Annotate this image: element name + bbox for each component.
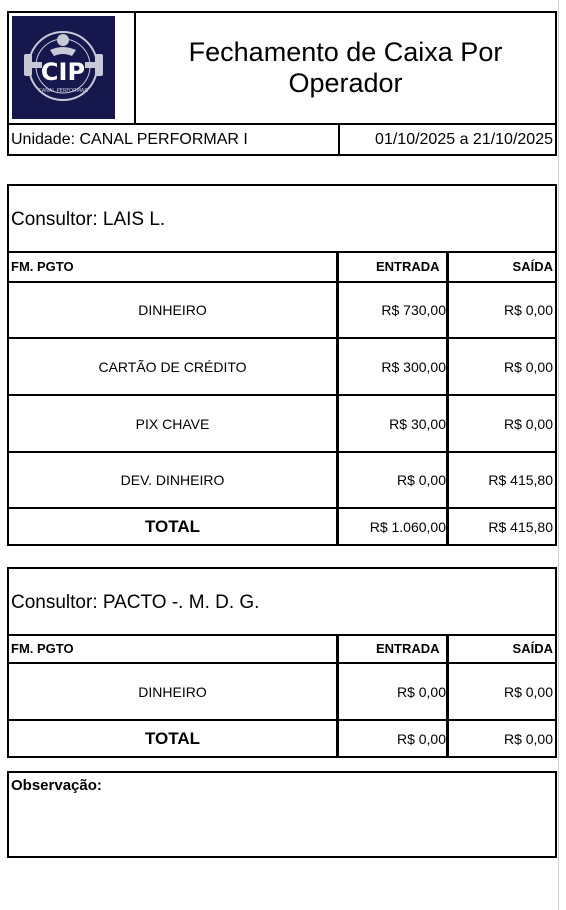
company-logo: [12, 16, 115, 119]
entrada-value: R$ 30,00: [389, 415, 446, 432]
consultant-table-1: [7, 184, 557, 546]
period-label: 01/10/2025 a 21/10/2025: [375, 131, 553, 148]
observation-label: Observação:: [11, 777, 102, 794]
report-title: Fechamento de Caixa Por Operador: [188, 37, 503, 98]
column-header-entrada: ENTRADA: [376, 641, 440, 656]
logo-subtext: CANAL PERFORMAR: [38, 88, 88, 94]
column-divider: [446, 253, 449, 544]
consultant-table-2: [7, 567, 557, 758]
title-cell: [136, 13, 555, 123]
info-divider: [338, 125, 340, 154]
total-label: TOTAL: [144, 728, 201, 748]
table-header-row: [9, 253, 555, 283]
column-header-saida: SAÍDA: [512, 641, 553, 656]
payment-method: DINHEIRO: [138, 683, 207, 700]
column-header-fm: FM. PGTO: [11, 641, 74, 656]
observation-box: [7, 771, 557, 858]
table-row: [9, 396, 555, 453]
column-header-fm: FM. PGTO: [11, 259, 74, 274]
info-row: [9, 123, 555, 154]
column-divider: [336, 636, 339, 756]
saida-value: R$ 415,80: [488, 472, 553, 488]
entrada-value: R$ 0,00: [396, 472, 446, 488]
entrada-value: R$ 300,00: [381, 358, 446, 375]
logo-emblem-icon: [12, 16, 115, 119]
entrada-value: R$ 0,00: [396, 683, 446, 700]
logo-text: CIP: [40, 58, 86, 86]
total-row: [9, 721, 555, 756]
report-header: [7, 11, 557, 156]
table-header-row: [9, 636, 555, 664]
consultant-name: Consultor: PACTO -. M. D. G.: [11, 592, 260, 613]
column-header-saida: SAÍDA: [512, 259, 553, 274]
saida-value: R$ 0,00: [503, 683, 553, 700]
payment-method: CARTÃO DE CRÉDITO: [98, 358, 247, 375]
total-row: [9, 509, 555, 544]
total-entrada: R$ 1.060,00: [369, 518, 446, 535]
total-entrada: R$ 0,00: [396, 730, 446, 747]
payment-method: DINHEIRO: [138, 302, 207, 318]
table-row: [9, 339, 555, 396]
consultant-title-row: [9, 569, 555, 636]
column-header-entrada: ENTRADA: [376, 259, 440, 274]
total-saida: R$ 415,80: [488, 518, 553, 535]
table-row: [9, 283, 555, 339]
column-divider: [446, 636, 449, 756]
unit-label: Unidade: CANAL PERFORMAR I: [11, 131, 248, 148]
total-label: TOTAL: [144, 516, 201, 536]
consultant-title-row: [9, 186, 555, 253]
payment-method: PIX CHAVE: [135, 415, 210, 432]
logo-cell: [9, 13, 136, 123]
payment-method: DEV. DINHEIRO: [120, 472, 225, 488]
saida-value: R$ 0,00: [503, 302, 553, 318]
column-divider: [336, 253, 339, 544]
page-edge-line: [558, 0, 559, 910]
total-saida: R$ 0,00: [503, 730, 553, 747]
consultant-name: Consultor: LAIS L.: [11, 209, 166, 230]
saida-value: R$ 0,00: [503, 358, 553, 375]
table-row: [9, 664, 555, 721]
saida-value: R$ 0,00: [503, 415, 553, 432]
table-row: [9, 453, 555, 509]
entrada-value: R$ 730,00: [381, 302, 446, 318]
